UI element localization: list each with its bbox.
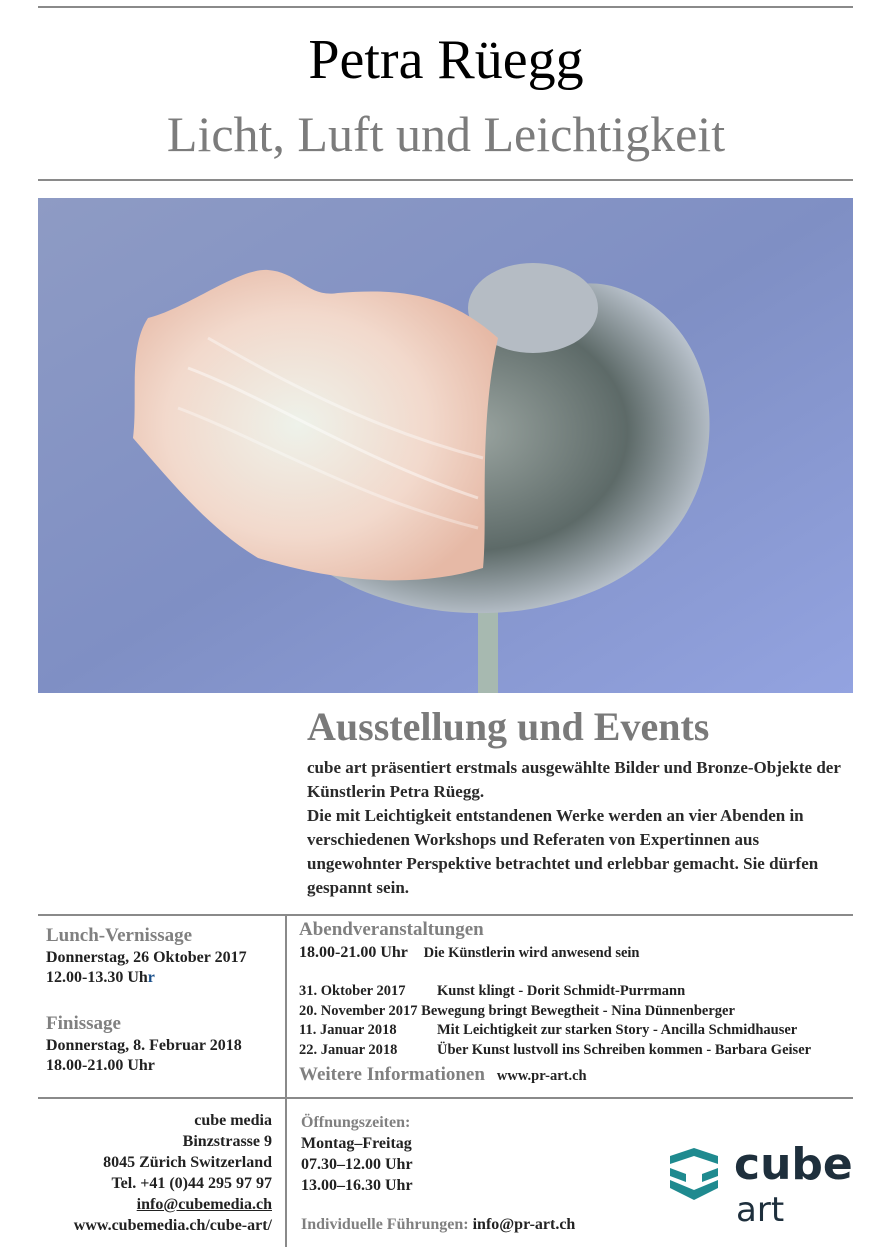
event-title: Mit Leichtigkeit zur starken Story - Ancilla Schmidhauser — [437, 1022, 798, 1038]
tours-label: Individuelle Führungen: — [301, 1216, 469, 1233]
events-top-rule — [38, 914, 853, 916]
more-info-label: Weitere Informationen — [299, 1064, 485, 1085]
evening-note: Die Künstlerin wird anwesend sein — [423, 945, 640, 961]
hours-afternoon: 13.00–16.30 Uhr — [301, 1177, 413, 1194]
logo-word-cube: cube — [734, 1139, 853, 1190]
lunch-time-tail: r — [147, 969, 155, 986]
finissage-date: Donnerstag, 8. Februar 2018 — [46, 1037, 242, 1054]
event-date: 20. November 2017 — [299, 1002, 418, 1019]
contact-web-link[interactable]: www.cubemedia.ch/cube-art/ — [73, 1217, 272, 1234]
evening-time-row — [299, 942, 859, 964]
contact-phone: Tel. +41 (0)44 295 97 97 — [111, 1175, 272, 1192]
event-title: Bewegung bringt Bewegtheit - Nina Dünnenberger — [421, 1002, 735, 1019]
event-row — [299, 982, 859, 1002]
tours-email-link[interactable]: info@pr-art.ch — [472, 1216, 576, 1233]
contact-company: cube media — [194, 1112, 272, 1129]
events-divider — [285, 915, 287, 1098]
right-events — [299, 918, 859, 1086]
lunch-date: Donnerstag, 26 Oktober 2017 — [46, 949, 247, 966]
event-title: Über Kunst lustvoll ins Schreiben kommen - Barbara Geiser — [437, 1041, 812, 1058]
top-rule — [38, 6, 853, 8]
event-date: 31. Oktober 2017 — [299, 983, 406, 999]
cube-art-logo-icon — [666, 1148, 722, 1200]
intro-text — [307, 756, 847, 900]
event-date: 11. Januar 2018 — [299, 1022, 397, 1038]
section-title: Ausstellung und Events — [307, 704, 710, 749]
event-row — [299, 1002, 859, 1022]
lunch-heading: Lunch-Vernissage — [46, 925, 193, 946]
intro-paragraph-2: Die mit Leichtigkeit entstandenen Werke werden an vier Abenden in verschiedenen Workshops und Referaten von Expertinnen aus ungewohnter Perspektive betrachtet und erlebbar gemacht. Sie dürfen gespannt sein. — [307, 806, 819, 897]
header-bottom-rule — [38, 179, 853, 181]
evening-heading: Abendveranstaltungen — [299, 919, 484, 940]
hours-heading: Öffnungszeiten: — [301, 1114, 411, 1131]
lunch-time-main: 12.00-13.30 Uh — [46, 969, 148, 986]
contact-block — [40, 1110, 272, 1236]
tours-row — [301, 1214, 575, 1235]
events-bottom-rule — [38, 1097, 853, 1099]
logo-word-art: art — [736, 1190, 785, 1230]
evening-time: 18.00-21.00 Uhr — [299, 944, 408, 961]
contact-email-link[interactable]: info@cubemedia.ch — [136, 1196, 272, 1213]
exhibition-title: Licht, Luft und Leichtigkeit — [166, 106, 726, 162]
more-info-link[interactable]: www.pr-art.ch — [496, 1068, 587, 1084]
contact-city: 8045 Zürich Switzerland — [103, 1154, 272, 1171]
lunch-time — [46, 968, 282, 988]
hours-days: Montag–Freitag — [301, 1135, 412, 1152]
finissage-time: 18.00-21.00 Uhr — [46, 1057, 155, 1074]
artist-name: Petra Rüegg — [308, 29, 584, 91]
hours-morning: 07.30–12.00 Uhr — [301, 1156, 413, 1173]
event-row — [299, 1041, 859, 1061]
footer-divider — [285, 1098, 287, 1247]
finissage-heading: Finissage — [46, 1013, 121, 1034]
more-info-row — [299, 1064, 859, 1086]
opening-hours — [301, 1112, 521, 1196]
event-title: Kunst klingt - Dorit Schmidt-Purrmann — [437, 983, 686, 999]
event-date: 22. Januar 2018 — [299, 1041, 398, 1058]
left-events — [46, 924, 282, 1076]
poppy-photo — [38, 198, 853, 693]
contact-street: Binzstrasse 9 — [182, 1133, 272, 1150]
event-row — [299, 1021, 859, 1041]
intro-paragraph-1: cube art präsentiert erstmals ausgewählte Bilder und Bronze-Objekte der Künstlerin Petra Rüegg. — [307, 758, 841, 801]
